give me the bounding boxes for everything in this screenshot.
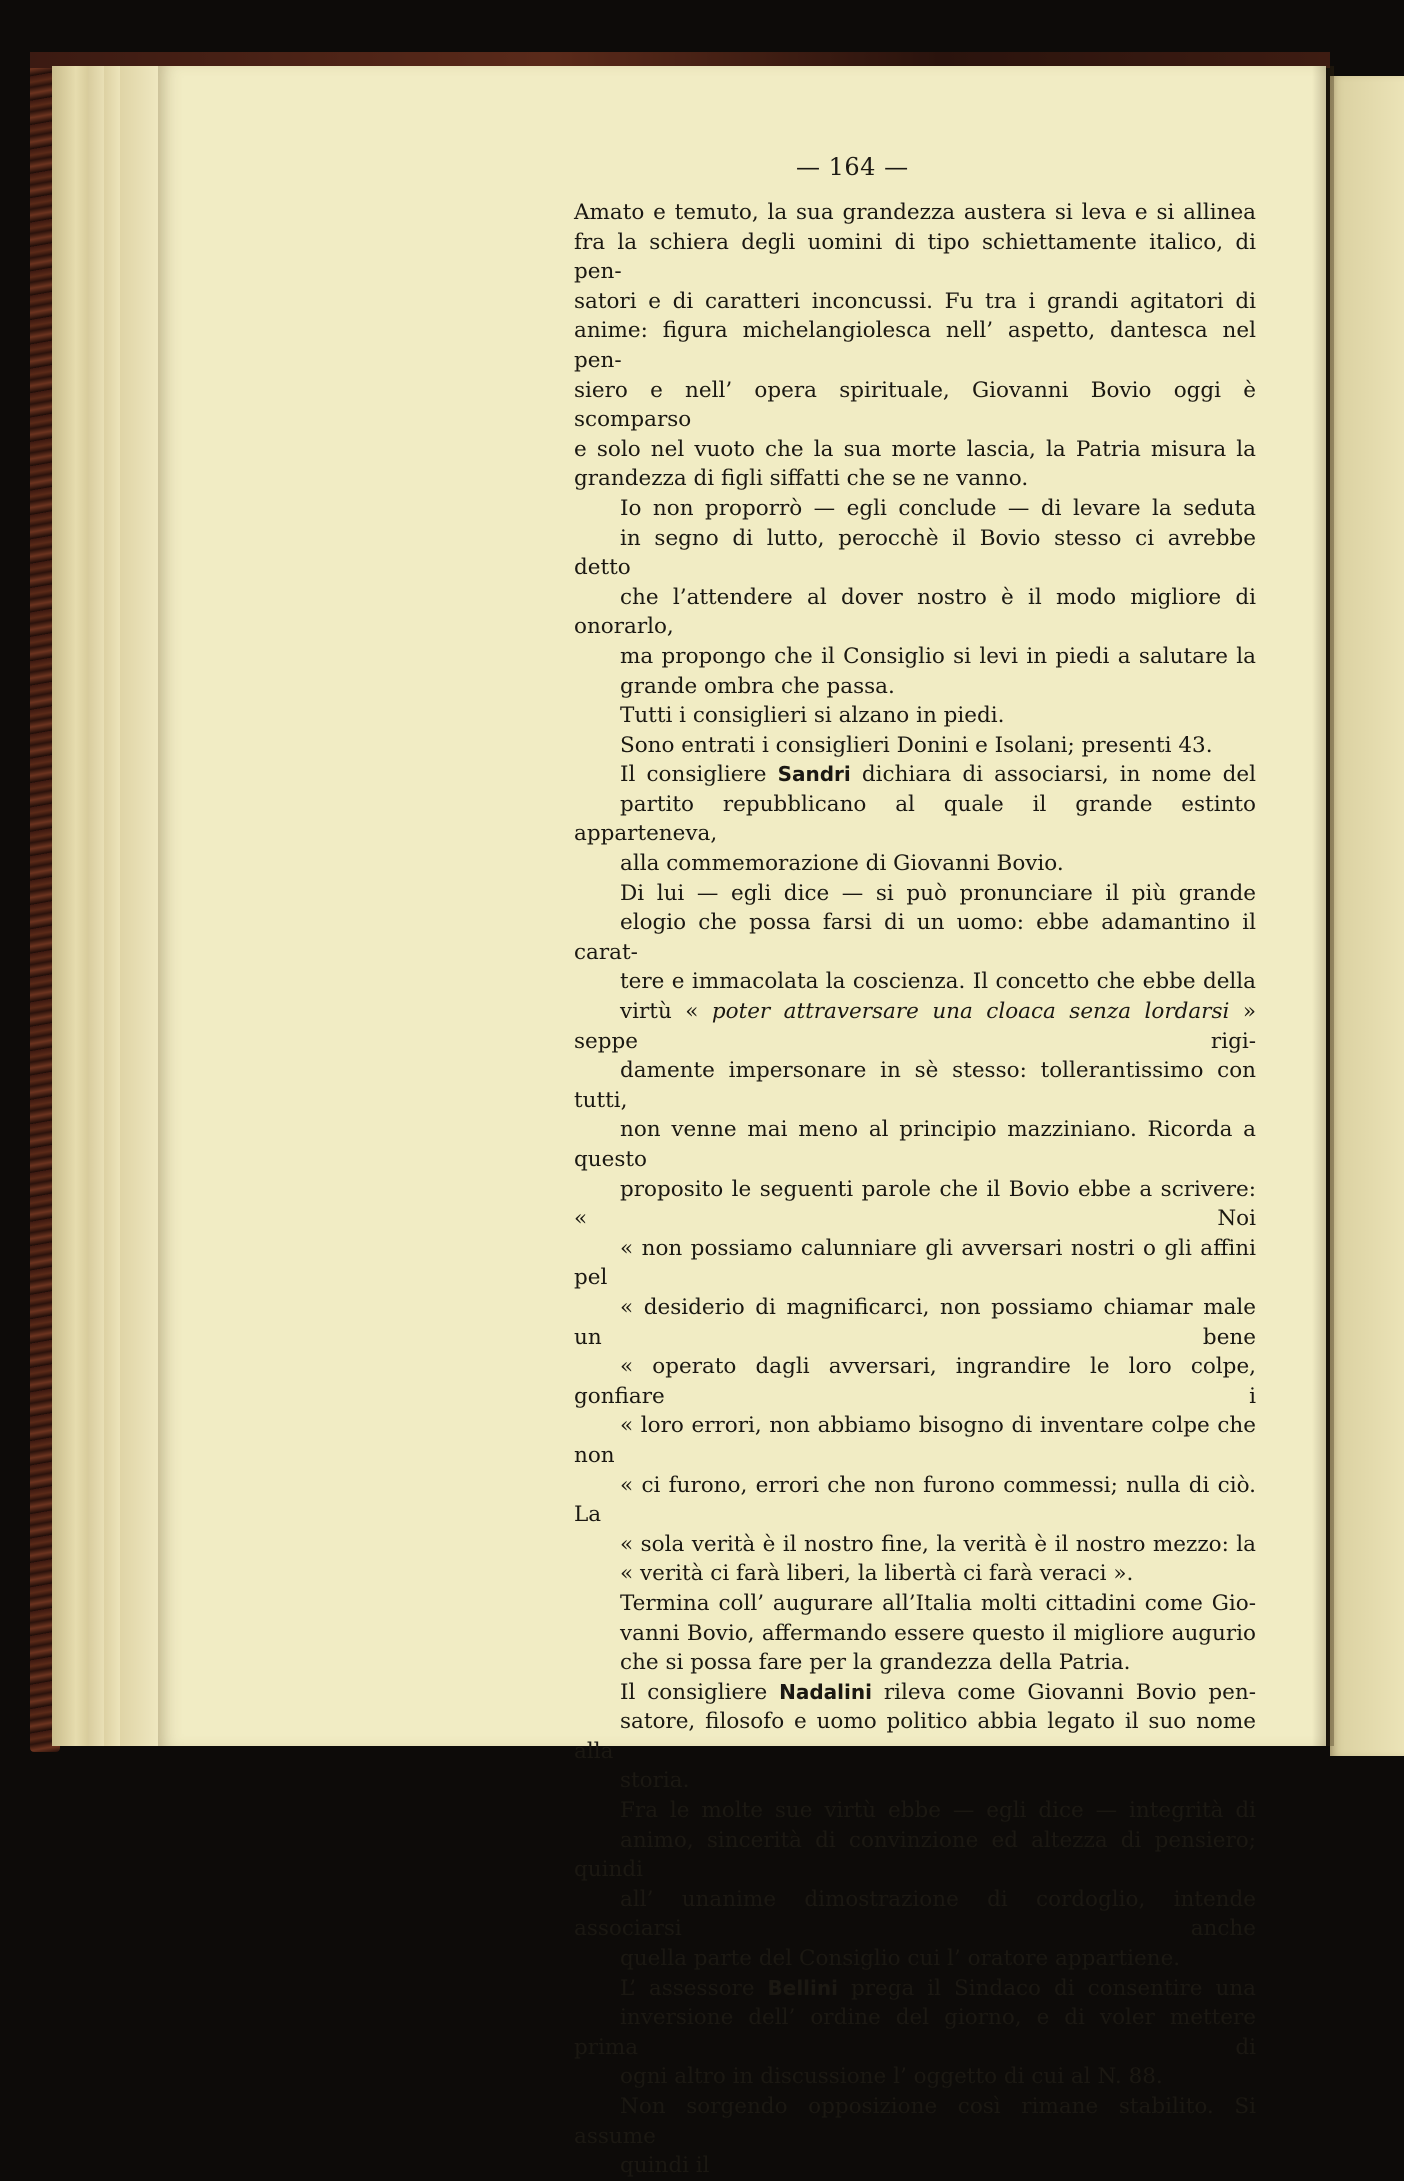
text-line: satore, filosofo e uomo politico abbia legato il suo nome alla [574, 1709, 1256, 1764]
text-line: « loro errori, non abbiamo bisogno di inventare colpe che non [574, 1413, 1256, 1468]
text-line: damente impersonare in sè stesso: tollerantissimo con tutti, [574, 1058, 1256, 1113]
body-text [574, 198, 1256, 2181]
text-line: non venne mai meno al principio mazziniano. Ricorda a questo [574, 1117, 1256, 1172]
paragraph [574, 2092, 1256, 2181]
text-line: Il consigliere Sandri dichiara di associarsi, in nome del [620, 762, 1256, 788]
paragraph [574, 494, 1256, 701]
page-number: — 164 — [796, 153, 909, 181]
text-line: Amato e temuto, la sua grandezza austera si leva e si allinea [574, 200, 1256, 225]
text-line: Fra le molte sue virtù ebbe — egli dice — integrità di [620, 1798, 1256, 1824]
text-line: satori e di caratteri inconcussi. Fu tra i grandi agitatori di [574, 288, 1256, 314]
text-line: Non sorgendo opposizione così rimane stabilito. Si assume [574, 2094, 1256, 2149]
text-line: che l’attendere al dover nostro è il modo migliore di onorarlo, [574, 584, 1256, 640]
text-line: Termina coll’ augurare all’Italia molti cittadini come Gio- [620, 1590, 1256, 1616]
facing-page [1330, 76, 1404, 1756]
text-line: virtù « poter attraversare una cloaca senza lordarsi » seppe rigi- [574, 999, 1256, 1054]
text-line: elogio che possa farsi di un uomo: ebbe adamantino il carat- [574, 910, 1256, 965]
text-line: in segno di lutto, perocchè il Bovio stesso ci avrebbe detto [574, 525, 1256, 581]
paragraph [574, 1974, 1256, 2092]
text-line: Sono entrati i consiglieri Donini e Isolani; presenti 43. [620, 732, 1213, 758]
text-line: « verità ci farà liberi, la libertà ci farà veraci ». [620, 1561, 1134, 1587]
paragraph [574, 1678, 1256, 1796]
text-line: quella parte del Consiglio cui l’ oratore appartiene. [620, 1946, 1181, 1972]
page-stack-edge [52, 66, 93, 1746]
text-line: proposito le seguenti parole che il Bovio ebbe a scrivere: « Noi [574, 1176, 1256, 1232]
text-line: grandezza di figli siffatti che se ne vanno. [574, 466, 1029, 492]
text-line: partito repubblicano al quale il grande estinto apparteneva, [574, 791, 1256, 847]
text-line: ma propongo che il Consiglio si levi in piedi a salutare la [620, 643, 1256, 669]
text-line: storia. [620, 1768, 690, 1794]
text-line: Il consigliere Nadalini rileva come Giovanni Bovio pen- [620, 1679, 1256, 1705]
paragraph [574, 701, 1256, 731]
text-line: quindi il [620, 2153, 710, 2179]
text-line: e solo nel vuoto che la sua morte lascia, la Patria misura la [574, 436, 1256, 462]
text-line: grande ombra che passa. [620, 673, 895, 699]
text-line: che si possa fare per la grandezza della Patria. [620, 1650, 1131, 1676]
paragraph [574, 760, 1256, 878]
paragraph [574, 731, 1256, 761]
text-line: all’ unanime dimostrazione di cordoglio, intende associarsi anche [574, 1886, 1256, 1942]
text-line: vanni Bovio, affermando essere questo il migliore augurio [620, 1620, 1256, 1646]
text-line: inversione dell’ ordine del giorno, e di voler mettere prima di [574, 2005, 1256, 2060]
text-line: Di lui — egli dice — si può pronunciare il più grande [620, 880, 1256, 906]
text-line: « sola verità è il nostro fine, la verità è il nostro mezzo: la [620, 1531, 1256, 1557]
text-line: « ci furono, errori che non furono commessi; nulla di ciò. La [574, 1472, 1256, 1528]
text-line: « desiderio di magnificarci, non possiamo chiamar male un bene [574, 1294, 1256, 1350]
gutter-shadow [1312, 66, 1334, 1746]
text-line: anime: figura michelangiolesca nell’ aspetto, dantesca nel pen- [574, 318, 1256, 373]
text-line: animo, sincerità di convinzione ed altezza di pensiero; quindi [574, 1827, 1256, 1883]
page-stack-edge [120, 66, 161, 1746]
text-line: « operato dagli avversari, ingrandire le loro colpe, gonfiare i [574, 1354, 1256, 1409]
text-line: fra la schiera degli uomini di tipo schiettamente italico, di pen- [574, 229, 1256, 285]
paragraph [574, 1796, 1256, 1974]
paragraph [574, 198, 1256, 494]
paragraph [574, 879, 1256, 1589]
text-line: ogni altro in discussione l’ oggetto di cui al N. 88. [620, 2064, 1163, 2090]
text-line: tere e immacolata la coscienza. Il concetto che ebbe della [620, 969, 1256, 995]
text-line: alla commemorazione di Giovanni Bovio. [620, 851, 1064, 877]
paragraph [574, 1589, 1256, 1678]
text-line: siero e nell’ opera spirituale, Giovanni Bovio oggi è scomparso [574, 377, 1256, 433]
text-line: « non possiamo calunniare gli avversari nostri o gli affini pel [574, 1235, 1256, 1291]
text-line: L’ assessore Bellini prega il Sindaco di consentire una [620, 1975, 1256, 2001]
text-line: Io non proporrò — egli conclude — di levare la seduta [620, 495, 1256, 521]
text-line: Tutti i consiglieri si alzano in piedi. [620, 703, 1005, 729]
